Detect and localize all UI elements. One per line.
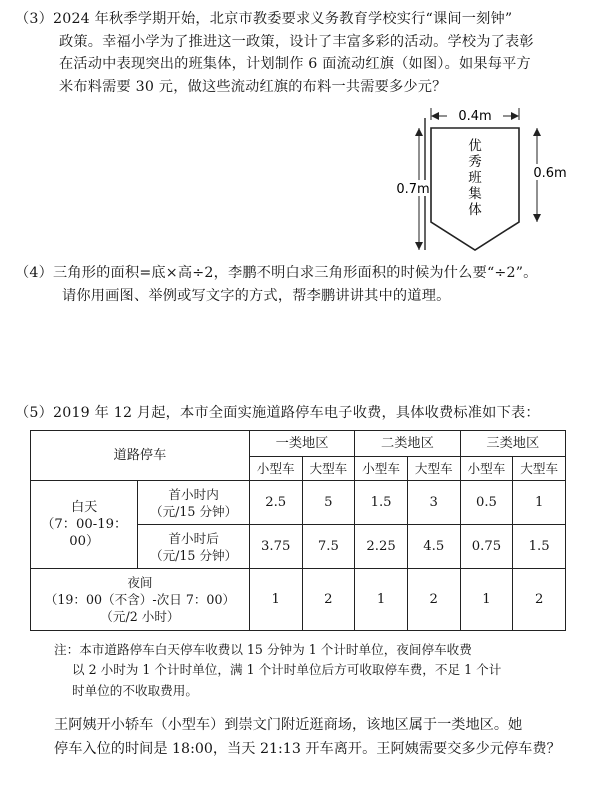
table-cell: 1	[513, 481, 566, 525]
table-cell: 1	[460, 569, 513, 631]
flag-char-4: 集	[468, 186, 482, 202]
parking-fee-table	[30, 430, 566, 631]
region-2-header: 二类地区	[355, 431, 460, 457]
table-cell: 1	[355, 569, 408, 631]
table-cell: 2	[513, 569, 566, 631]
vehicle-header: 大型车	[513, 457, 566, 481]
question-4	[0, 262, 538, 307]
table-cell: 2.25	[355, 525, 408, 569]
table-cell: 2	[407, 569, 460, 631]
table-cell: 1.5	[355, 481, 408, 525]
table-corner: 道路停车	[31, 431, 250, 481]
vehicle-header: 大型车	[407, 457, 460, 481]
note-line-3: 时单位的不收取费用。	[72, 682, 198, 698]
night-label: 夜间 （19：00（不含）-次日 7：00） （元/2 小时）	[31, 569, 250, 631]
table-cell: 5	[302, 481, 355, 525]
table-cell: 1.5	[513, 525, 566, 569]
question-3	[0, 8, 534, 98]
flag-char-1: 优	[468, 138, 482, 154]
q5-intro: （5）2019 年 12 月起，本市全面实施道路停车电子收费，具体收费标准如下表：	[15, 405, 540, 421]
table-cell: 0.5	[460, 481, 513, 525]
story-line-1: 王阿姨开小轿车（小型车）到崇文门附近逛商场，该地区属于一类地区。她	[54, 717, 523, 733]
flag-char-3: 班	[468, 170, 482, 186]
table-cell: 2	[302, 569, 355, 631]
region-3-header: 三类地区	[460, 431, 565, 457]
red-flag-figure	[385, 100, 575, 255]
fee-note	[54, 640, 501, 701]
left-height-label: 0.7m	[396, 182, 430, 197]
note-line-1: 注：本市道路停车白天停车收费以 15 分钟为 1 个计时单位，夜间停车收费	[54, 642, 472, 657]
table-cell: 3	[407, 481, 460, 525]
vehicle-header: 小型车	[460, 457, 513, 481]
table-cell: 2.5	[249, 481, 302, 525]
q4-line-1: （4）三角形的面积=底×高÷2，李鹏不明白求三角形面积的时候为什么要“÷2”。	[15, 265, 538, 281]
q3-line-2: 政策。幸福小学为了推进这一政策，设计了丰富多彩的活动。学校为了表彰	[59, 33, 534, 50]
q5-problem	[54, 713, 561, 761]
right-height-label: 0.6m	[533, 166, 567, 181]
note-line-2: 以 2 小时为 1 个计时单位，满 1 个计时单位后方可收取停车费，不足 1 个计	[72, 662, 502, 678]
table-cell: 3.75	[249, 525, 302, 569]
q3-line-1: （3）2024 年秋季学期开始，北京市教委要求义务教育学校实行“课间一刻钟”	[15, 11, 513, 27]
story-line-2: 停车入位的时间是 18:00，当天 21:13 开车离开。王阿姨需要交多少元停车费？	[54, 741, 561, 757]
vehicle-header: 小型车	[355, 457, 408, 481]
vehicle-header: 大型车	[302, 457, 355, 481]
table-cell: 0.75	[460, 525, 513, 569]
region-1-header: 一类地区	[249, 431, 354, 457]
day-label: 白天 （7：00-19：00）	[31, 481, 138, 569]
q3-line-3: 在活动中表现突出的班集体，计划制作 6 面流动红旗（如图）。如果每平方	[59, 56, 531, 73]
table-cell: 4.5	[407, 525, 460, 569]
table-cell: 7.5	[302, 525, 355, 569]
vehicle-header: 小型车	[249, 457, 302, 481]
q3-line-4: 米布料需要 30 元，做这些流动红旗的布料一共需要多少元？	[59, 78, 447, 95]
flag-char-2: 秀	[468, 154, 482, 170]
width-label: 0.4m	[458, 109, 492, 124]
q4-line-2: 请你用画图、举例或写文字的方式，帮李鹏讲讲其中的道理。	[62, 287, 451, 304]
question-5	[0, 402, 540, 425]
table-cell: 1	[249, 569, 302, 631]
after-first-hour-label: 首小时后 （元/15 分钟）	[138, 525, 249, 569]
first-hour-label: 首小时内 （元/15 分钟）	[138, 481, 249, 525]
flag-char-5: 体	[468, 202, 482, 218]
